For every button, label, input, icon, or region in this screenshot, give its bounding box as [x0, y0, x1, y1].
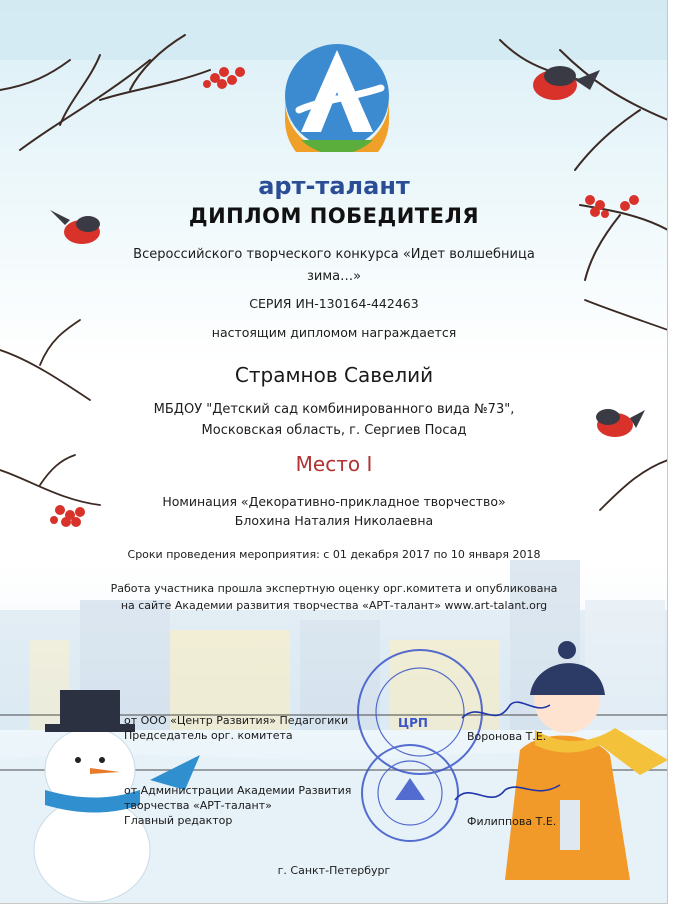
nomination: Номинация «Декоративно-прикладное творчество»	[162, 494, 506, 509]
brand-name: арт-талант	[258, 172, 410, 200]
signature-1-line-2: Председатель орг. комитета	[124, 729, 293, 742]
work-line-1: Работа участника прошла экспертную оценку орг.комитета и опубликована	[110, 582, 558, 595]
signature-2-name: Филиппова Т.Е.	[467, 815, 557, 828]
work-line-2: на сайте Академии развития творчества «АРТ-талант» www.art-talant.org	[120, 599, 548, 612]
winner-name: Страмнов Савелий	[234, 363, 434, 387]
signature-2-line-1: от Администрации Академии Развития	[124, 784, 352, 797]
signature-2-line-3: Главный редактор	[124, 814, 233, 827]
place-award: Место I	[295, 452, 373, 476]
signature-1-line-1: от ООО «Центр Развития» Педагогики	[124, 714, 349, 727]
organization-line-1: МБДОУ "Детский сад комбинированного вида №73",	[153, 402, 515, 417]
organization-line-2: Московская область, г. Сергиев Посад	[201, 423, 467, 438]
city: г. Санкт-Петербург	[277, 864, 391, 877]
signature-1-name: Воронова Т.Е.	[467, 730, 547, 743]
event-dates: Сроки проведения мероприятия: с 01 декабря 2017 по 10 января 2018	[127, 548, 541, 561]
series-number: СЕРИЯ ИН-130164-442463	[249, 296, 419, 311]
contest-name: Всероссийского творческого конкурса «Идет волшебница зима…»	[133, 247, 535, 284]
stamp-label: ЦРП	[398, 716, 428, 730]
awarded-text: настоящим дипломом награждается	[211, 325, 457, 340]
teacher-name: Блохина Наталия Николаевна	[234, 513, 434, 528]
signature-2-line-2: творчества «АРТ-талант»	[124, 799, 272, 812]
diploma-title: ДИПЛОМ ПОБЕДИТЕЛЯ	[188, 204, 480, 228]
